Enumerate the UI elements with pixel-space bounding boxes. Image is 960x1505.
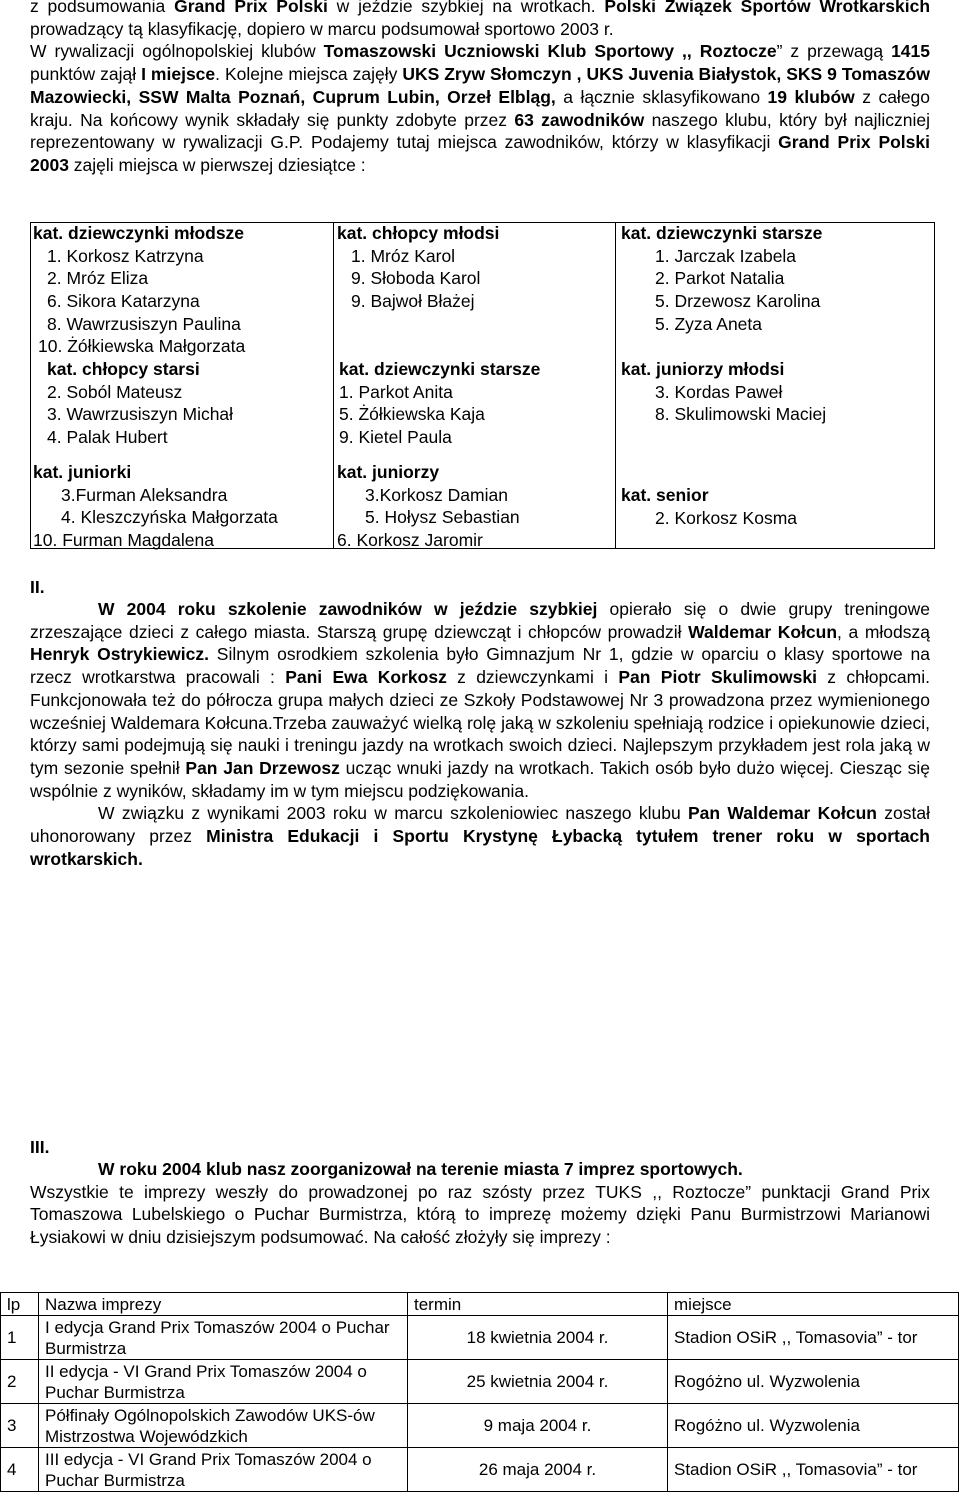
section2-text: z chłopcami. Funkcjonowała też do półrocza grupa małych dzieci ze Szkoły Podstawowej Nr 3 prowadzona przez wymienionego wcześniej Waldemara Kołcuna.Trzeba zauważyć wielką rolę jaką w szkoleniu spełniają rodzice i opiekunowie dzieci, którzy sami podejmują się nauki i treningu jazdy na wrotkach swoich dzieci. Najlepszym przykładem jest rola jaką w tym sezonie spełnił bbox=[30, 667, 930, 778]
event-lp: 2 bbox=[1, 1360, 39, 1404]
result-item: 9. Kietel Paula bbox=[339, 427, 452, 448]
result-item: 1. Parkot Anita bbox=[339, 381, 453, 402]
result-item: 2. Soból Mateusz bbox=[47, 381, 183, 402]
intro-bold: Tomaszowski Uczniowski Klub Sportowy ,, Roztocze bbox=[323, 41, 777, 62]
result-item: 1. Korkosz Katrzyna bbox=[47, 245, 204, 266]
intro-text: naszego klubu, który był najliczniej reprezentowany w rywalizacji G.P. Podajemy tutaj miejsca zawodników, którzy w klasyfikacji bbox=[30, 109, 930, 153]
section2-text: W związku z wynikami 2003 roku w marcu szkoleniowiec naszego klubu bbox=[98, 803, 688, 824]
event-place: Rogóżno ul. Wyzwolenia bbox=[668, 1404, 959, 1448]
intro-text: Na końcowy wynik składały się punkty zdobyte przez bbox=[80, 109, 515, 130]
section2-text: został uhonorowany przez bbox=[30, 803, 931, 847]
intro-bold: UKS Zryw Słomczyn , UKS Juvenia Białystok, SKS 9 Tomaszów Mazowiecki, SSW Malta Poznań, Cuprum Lubin, Orzeł Elbląg, bbox=[30, 64, 930, 107]
result-item: 5. Hołysz Sebastian bbox=[365, 507, 520, 528]
grid-line bbox=[333, 222, 334, 549]
event-name: II edycja - VI Grand Prix Tomaszów 2004 o Puchar Burmistrza bbox=[39, 1360, 408, 1404]
result-item: 2. Mróz Eliza bbox=[47, 268, 149, 289]
result-item: 8. Wawrzusiszyn Paulina bbox=[47, 313, 241, 334]
section2-bold: Henryk Ostrykiewicz. bbox=[30, 644, 209, 665]
section2-bold: Waldemar Kołcun bbox=[688, 621, 838, 642]
intro-text: zajęli miejsca w pierwszej dziesiątce : bbox=[68, 154, 366, 175]
section3-heading: W roku 2004 klub nasz zoorganizował na terenie miasta 7 imprez sportowych. bbox=[98, 1159, 743, 1179]
result-item: 2. Parkot Natalia bbox=[655, 268, 785, 289]
category-block bbox=[337, 358, 540, 449]
intro-text: W rywalizacji ogólnopolskiej klubów bbox=[30, 41, 324, 62]
result-item: 3. Kordas Paweł bbox=[655, 381, 783, 402]
event-name: I edycja Grand Prix Tomaszów 2004 o Puchar Burmistrza bbox=[39, 1316, 408, 1360]
section2-bold: Pan Piotr Skulimowski bbox=[618, 667, 817, 688]
category-title: kat. chłopcy starsi bbox=[47, 359, 200, 379]
table-header-row bbox=[1, 1293, 959, 1316]
result-item: 3.Furman Aleksandra bbox=[61, 484, 228, 505]
result-item: 1. Mróz Karol bbox=[351, 245, 456, 266]
intro-bold: Grand Prix Polski bbox=[174, 0, 328, 16]
section2-bold: Pani Ewa Korkosz bbox=[285, 667, 447, 688]
category-title: kat. dziewczynki młodsze bbox=[33, 223, 245, 243]
table-row bbox=[1, 1316, 959, 1360]
events-table bbox=[0, 1292, 959, 1492]
category-block bbox=[621, 484, 797, 529]
result-item: 8. Skulimowski Maciej bbox=[655, 404, 827, 425]
section2-bold: Pan Waldemar Kołcun bbox=[687, 803, 877, 824]
intro-text: w jeździe szybkiej na wrotkach. bbox=[327, 0, 605, 16]
event-place: Rogóżno ul. Wyzwolenia bbox=[668, 1360, 959, 1404]
result-item: 3.Korkosz Damian bbox=[365, 484, 508, 505]
column-header: miejsce bbox=[668, 1293, 959, 1316]
column-header: termin bbox=[408, 1293, 668, 1316]
intro-text: z podsumowania bbox=[30, 0, 175, 16]
category-title: kat. juniorki bbox=[33, 462, 132, 482]
category-block bbox=[337, 222, 499, 313]
result-item: 10. Furman Magdalena bbox=[33, 530, 214, 551]
results-grid bbox=[30, 222, 935, 552]
intro-bold: 63 zawodników bbox=[514, 109, 645, 130]
result-item: 6. Sikora Katarzyna bbox=[47, 291, 200, 312]
category-title: kat. dziewczynki starsze bbox=[621, 223, 823, 243]
section2-text: , a młodszą bbox=[837, 621, 930, 642]
table-row bbox=[1, 1360, 959, 1404]
event-date: 25 kwietnia 2004 r. bbox=[408, 1360, 668, 1404]
section2-text: ucząc wnuki jazdy na wrotkach. Takich osób było dużo więcej. Ciesząc się wspólnie z wyników, składamy im w tym miejscu podziękowania. bbox=[30, 757, 930, 801]
grid-line bbox=[30, 222, 31, 549]
result-item: 9. Bajwoł Błażej bbox=[351, 291, 475, 312]
category-block bbox=[337, 461, 520, 552]
category-block bbox=[621, 358, 826, 426]
intro-bold: 19 klubów bbox=[767, 86, 855, 107]
event-date: 18 kwietnia 2004 r. bbox=[408, 1316, 668, 1360]
section2-bold: W 2004 roku szkolenie zawodników w jeździe szybkiej bbox=[98, 599, 598, 619]
result-item: 3. Wawrzusiszyn Michał bbox=[47, 404, 234, 425]
table-row bbox=[1, 1404, 959, 1448]
result-item: 5. Drzewosz Karolina bbox=[655, 291, 821, 312]
intro-text: punktów zajął bbox=[30, 64, 142, 85]
category-title: kat. juniorzy bbox=[337, 462, 440, 482]
section3-text: Wszystkie te imprezy weszły do prowadzonej po raz szósty przez TUKS ,, Roztocze” punktacji Grand Prix Tomaszowa Lubelskiego o Puchar Burmistrza, którą to imprezę możemy dzięki Panu Burmistrzowi Marianowi Łysiakowi w dniu dzisiejszym podsumować. Na całość złożyły się imprezy : bbox=[30, 1181, 930, 1248]
section-number: III. bbox=[30, 1137, 50, 1157]
category-title: kat. senior bbox=[621, 485, 709, 505]
table-row bbox=[1, 1448, 959, 1492]
category-title: kat. juniorzy młodsi bbox=[621, 359, 785, 379]
intro-bold: I miejsce bbox=[141, 64, 216, 85]
section2-paragraph bbox=[30, 598, 930, 870]
result-item: 2. Korkosz Kosma bbox=[655, 507, 797, 528]
intro-bold: Polski Związek Sportów Wrotkarskich bbox=[604, 0, 931, 16]
intro-bold: Grand Prix Polski 2003 bbox=[30, 132, 930, 175]
section2-text: opierało się o dwie grupy treningowe zrzeszające dzieci z całego miasta. Starszą grupę dziewcząt i chłopców prowadził bbox=[30, 599, 931, 642]
intro-paragraph bbox=[30, 0, 930, 177]
event-name: III edycja - VI Grand Prix Tomaszów 2004 o Puchar Burmistrza bbox=[39, 1448, 408, 1492]
result-item: 4. Palak Hubert bbox=[47, 427, 168, 448]
result-item: 5. Żółkiewska Kaja bbox=[339, 404, 485, 425]
event-place: Stadion OSiR ,, Tomasovia” - tor bbox=[668, 1316, 959, 1360]
result-item: 4. Kleszczyńska Małgorzata bbox=[61, 507, 278, 528]
grid-line bbox=[934, 222, 935, 549]
intro-text: a łącznie sklasyfikowano bbox=[555, 86, 768, 107]
intro-text: z całego kraju. bbox=[30, 86, 931, 130]
section2-text: Silnym osrodkiem szkolenia było Gimnazjum Nr 1, gdzie w oparciu o klasy sportowe na rzecz wrotkarstwa pracowali : bbox=[30, 644, 930, 688]
column-header: lp bbox=[1, 1293, 39, 1316]
intro-text: prowadzący tą klasyfikację, dopiero w marcu podsumował sportowo 2003 r. bbox=[30, 18, 614, 39]
intro-bold: 1415 bbox=[891, 41, 930, 62]
event-lp: 1 bbox=[1, 1316, 39, 1360]
category-block bbox=[33, 461, 278, 552]
result-item: 5. Zyza Aneta bbox=[655, 313, 763, 334]
intro-text: . Kolejne miejsca zajęły bbox=[215, 64, 403, 85]
result-item: 6. Korkosz Jaromir bbox=[337, 530, 483, 551]
event-lp: 4 bbox=[1, 1448, 39, 1492]
result-item: 10. Żółkiewska Małgorzata bbox=[38, 336, 246, 357]
event-place: Stadion OSiR ,, Tomasovia” - tor bbox=[668, 1448, 959, 1492]
result-item: 9. Słoboda Karol bbox=[351, 268, 481, 289]
intro-text: ” z przewagą bbox=[776, 41, 892, 62]
section2-bold: Pan Jan Drzewosz bbox=[185, 757, 340, 778]
category-title: kat. dziewczynki starsze bbox=[339, 359, 541, 379]
category-title: kat. chłopcy młodsi bbox=[337, 223, 500, 243]
event-date: 26 maja 2004 r. bbox=[408, 1448, 668, 1492]
event-lp: 3 bbox=[1, 1404, 39, 1448]
section2-bold: Ministra Edukacji i Sportu Krystynę Łybacką tytułem trener roku w sportach wrotkarskich. bbox=[30, 826, 930, 869]
grid-line bbox=[615, 222, 616, 549]
category-block bbox=[33, 222, 245, 358]
result-item: 1. Jarczak Izabela bbox=[655, 245, 797, 266]
section-number: II. bbox=[30, 577, 45, 597]
event-date: 9 maja 2004 r. bbox=[408, 1404, 668, 1448]
section2-text: z dziewczynkami i bbox=[446, 667, 619, 688]
section3-paragraph bbox=[30, 1158, 930, 1249]
category-block bbox=[33, 358, 233, 449]
column-header: Nazwa imprezy bbox=[39, 1293, 408, 1316]
category-block bbox=[621, 222, 822, 335]
event-name: Półfinały Ogólnopolskich Zawodów UKS-ów Mistrzostwa Wojewódzkich bbox=[39, 1404, 408, 1448]
